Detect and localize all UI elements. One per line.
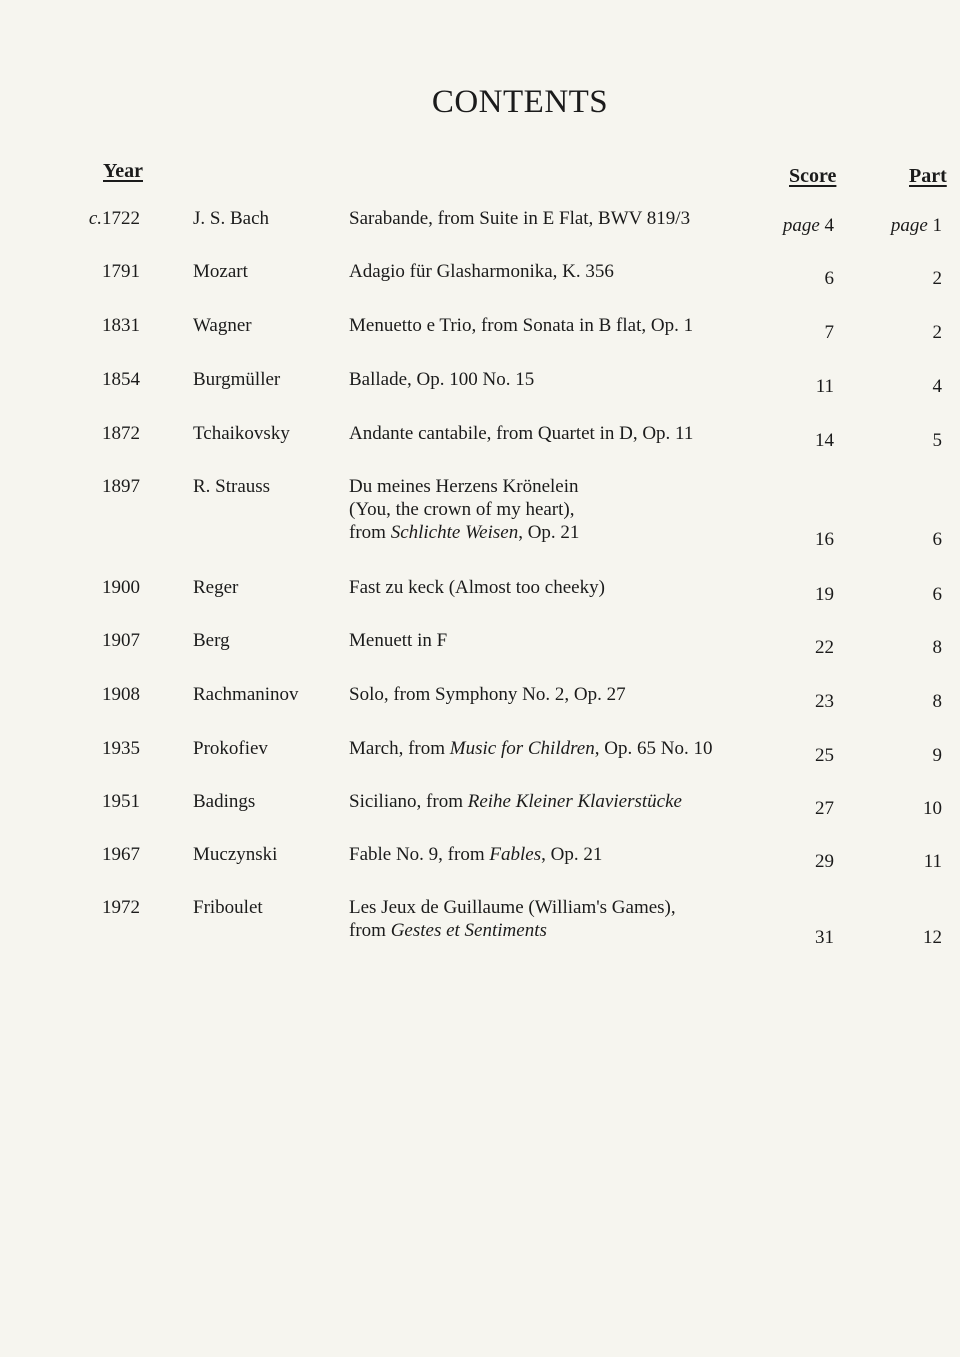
row-score-page: 25 <box>815 745 834 766</box>
row-score-page: 19 <box>815 584 834 605</box>
row-part-page: 12 <box>923 927 942 948</box>
row-title-line: Menuetto e Trio, from Sonata in B flat, Op. 1 <box>349 315 694 336</box>
row-score-page: 11 <box>815 376 834 397</box>
row-title <box>349 422 769 445</box>
row-year: 1897 <box>102 476 140 497</box>
row-part-page: 11 <box>923 851 942 872</box>
row-title-line: Fable No. 9, from Fables, Op. 21 <box>349 844 603 865</box>
row-title <box>349 475 769 544</box>
row-year: 1972 <box>102 897 140 918</box>
row-year: 1967 <box>102 844 140 865</box>
row-title-line: from Schlichte Weisen, Op. 21 <box>349 522 580 543</box>
row-composer: R. Strauss <box>193 476 271 497</box>
row-title <box>349 314 769 337</box>
row-composer: Rachmaninov <box>193 684 299 705</box>
row-title-line: Ballade, Op. 100 No. 15 <box>349 369 535 390</box>
row-title <box>349 629 769 652</box>
row-title <box>349 368 769 391</box>
row-part-page: 5 <box>932 430 942 451</box>
row-title-line: from Gestes et Sentiments <box>349 920 547 941</box>
row-part-page: 6 <box>932 529 942 550</box>
row-title <box>349 896 769 942</box>
row-composer: Tchaikovsky <box>193 423 290 444</box>
row-score-page: 27 <box>815 798 834 819</box>
row-composer: Friboulet <box>193 897 263 918</box>
row-year: 1854 <box>102 369 140 390</box>
row-composer: Muczynski <box>193 844 278 865</box>
row-title <box>349 790 769 813</box>
row-composer: Berg <box>193 630 230 651</box>
row-composer: Burgmüller <box>193 369 281 390</box>
year-column-header: Year <box>103 160 143 182</box>
row-composer: Badings <box>193 791 256 812</box>
row-part-page: 10 <box>923 798 942 819</box>
row-composer: Reger <box>193 577 239 598</box>
row-score-page: 22 <box>815 637 834 658</box>
row-year: 1872 <box>102 423 140 444</box>
row-part-page: 6 <box>932 584 942 605</box>
row-part-page: 2 <box>932 322 942 343</box>
row-title-line: (You, the crown of my heart), <box>349 499 575 520</box>
row-title <box>349 843 769 866</box>
row-year: 1900 <box>102 577 140 598</box>
row-title <box>349 260 769 283</box>
row-part-page: 2 <box>932 268 942 289</box>
row-score-page: 16 <box>815 529 834 550</box>
score-column-header: Score <box>789 165 837 187</box>
row-part-page: 8 <box>932 637 942 658</box>
row-year: 1907 <box>102 630 140 651</box>
row-part-page: 4 <box>932 376 942 397</box>
row-score-page: 7 <box>824 322 834 343</box>
row-title <box>349 576 769 599</box>
row-year: c.1722 <box>88 208 140 229</box>
row-composer: Wagner <box>193 315 252 336</box>
row-title-line: Du meines Herzens Krönelein <box>349 476 579 497</box>
row-score-page: 31 <box>815 927 834 948</box>
row-title-line: Fast zu keck (Almost too cheeky) <box>349 577 605 598</box>
row-title <box>349 737 769 760</box>
row-title-line: Les Jeux de Guillaume (William's Games), <box>349 897 676 918</box>
row-composer: Mozart <box>193 261 248 282</box>
row-title-line: Sarabande, from Suite in E Flat, BWV 819/3 <box>349 208 691 229</box>
row-composer: J. S. Bach <box>193 208 269 229</box>
row-part-page: 8 <box>932 691 942 712</box>
row-part-page: 9 <box>932 745 942 766</box>
row-year: 1935 <box>102 738 140 759</box>
row-year: 1791 <box>102 261 140 282</box>
row-score-page: 23 <box>815 691 834 712</box>
row-year: 1951 <box>102 791 140 812</box>
row-year: 1908 <box>102 684 140 705</box>
row-title <box>349 207 769 230</box>
row-part-page: page 1 <box>890 215 942 236</box>
row-title-line: March, from Music for Children, Op. 65 No. 10 <box>349 738 713 759</box>
page-title: CONTENTS <box>431 84 609 120</box>
row-score-page: page 4 <box>782 215 834 236</box>
row-score-page: 6 <box>824 268 834 289</box>
row-year: 1831 <box>102 315 140 336</box>
row-score-page: 14 <box>815 430 834 451</box>
row-score-page: 29 <box>815 851 834 872</box>
row-title-line: Andante cantabile, from Quartet in D, Op. 11 <box>349 423 694 444</box>
row-title <box>349 683 769 706</box>
row-composer: Prokofiev <box>193 738 268 759</box>
part-column-header: Part <box>909 165 947 187</box>
row-title-line: Menuett in F <box>349 630 448 651</box>
row-title-line: Siciliano, from Reihe Kleiner Klavierstücke <box>349 791 682 812</box>
row-title-line: Solo, from Symphony No. 2, Op. 27 <box>349 684 626 705</box>
row-title-line: Adagio für Glasharmonika, K. 356 <box>349 261 614 282</box>
